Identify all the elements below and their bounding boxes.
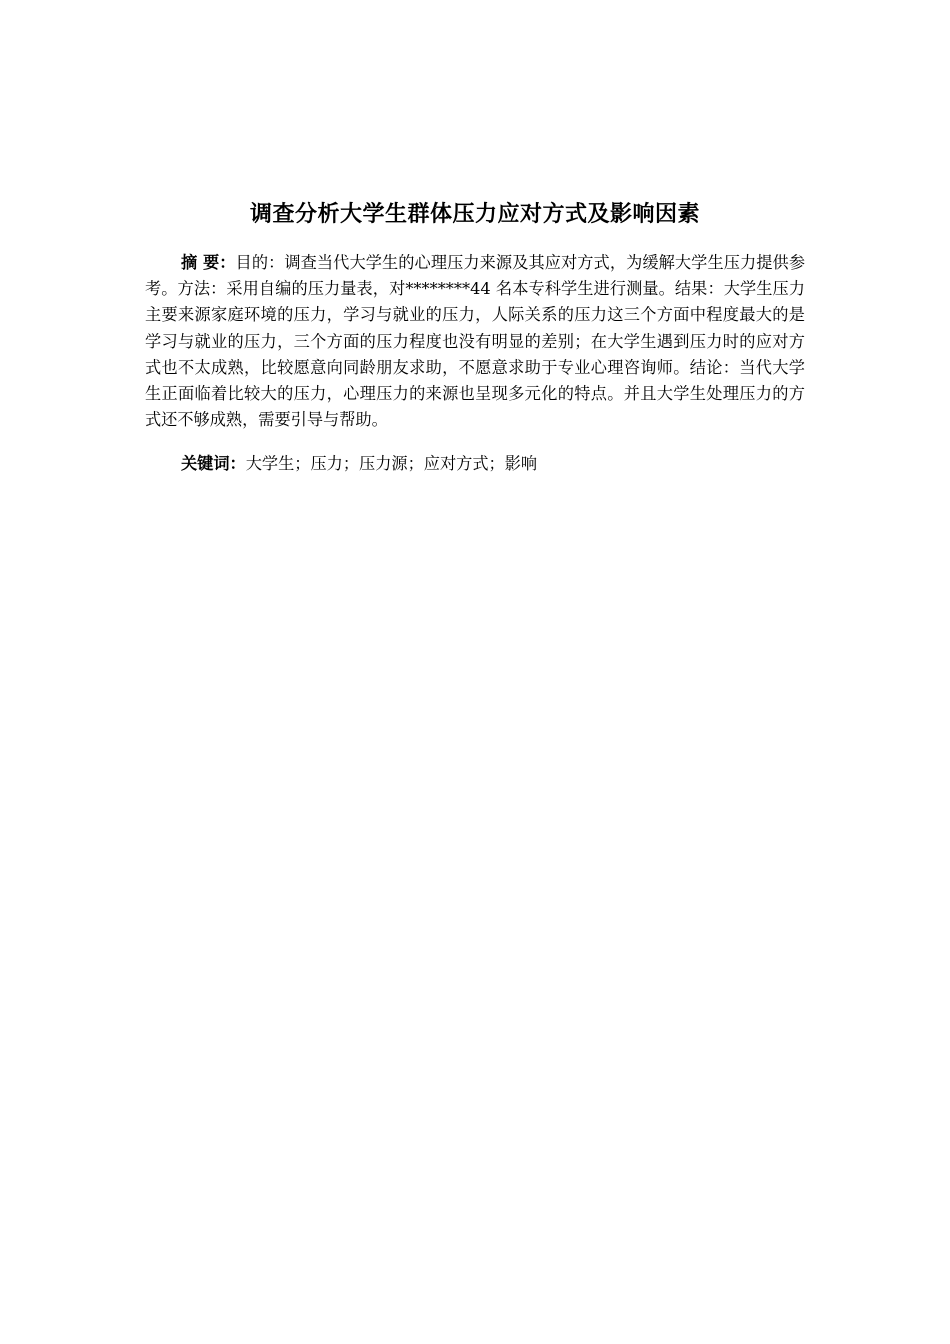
abstract-paragraph [145, 250, 805, 433]
keywords-label: 关键词： [181, 454, 246, 473]
abstract-label: 摘 要： [181, 253, 236, 272]
keywords-paragraph [145, 451, 805, 477]
keywords-text: 大学生；压力；压力源；应对方式；影响 [245, 454, 538, 473]
abstract-text: 目的：调查当代大学生的心理压力来源及其应对方式，为缓解大学生压力提供参考。方法：采用自编的压力量表，对********44 名本专科学生进行测量。结果：大学生压力主要来源家庭环境的压力，学习与就业的压力，人际关系的压力这三个方面中程度最大的是学习与就业的压力，三个方面的压力程度也没有明显的差别；在大学生遇到压力时的应对方式也不太成熟，比较愿意向同龄朋友求助，不愿意求助于专业心理咨询师。结论：当代大学生正面临着比较大的压力，心理压力的来源也呈现多元化的特点。并且大学生处理压力的方式还不够成熟，需要引导与帮助。 [145, 253, 806, 430]
paper-title: 调查分析大学生群体压力应对方式及影响因素 [249, 202, 700, 227]
